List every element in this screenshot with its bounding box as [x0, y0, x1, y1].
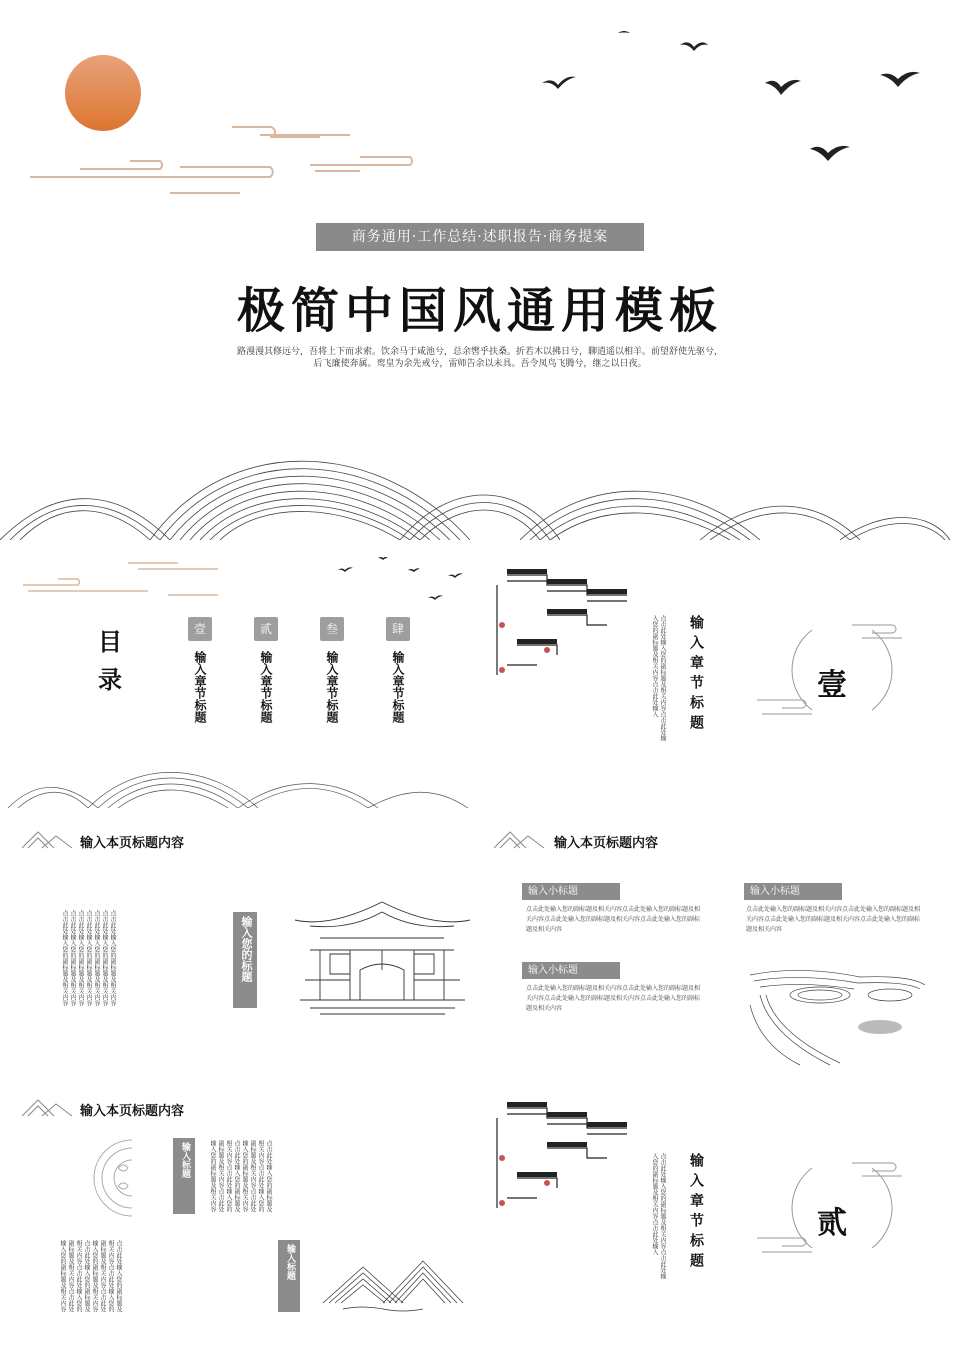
- toc-item-label: 输入章节标题: [193, 651, 207, 723]
- cover-title: 极简中国风通用模板: [236, 283, 723, 339]
- body-text-top: 点击此处输入您的副标题及相关内容点击此处输入您的副标题及相关内容点击此处输入您的副标题及相关内容点击此处输入您的副标题及相关内容点击此处输入您的副标题及相关内容点击此处输入您的副标题及相关内容: [209, 1140, 272, 1212]
- mountain-lines-illustration: [0, 440, 960, 540]
- mountain-icon: [22, 828, 74, 850]
- content-slide-subheads: [482, 810, 952, 1072]
- subhead-1-text: 点击此处输入您的副标题及相关内容点击此处输入您的副标题及相关内容点击此处输入您的副标题及相关内容点击此处输入您的副标题及相关内容: [526, 906, 701, 933]
- label-box-1: [173, 1138, 195, 1214]
- body-text-column: 点击此处输入您的副标题及相关内容点击此处输入您的副标题及相关内容点击此处输入您的副标题及相关内容点击此处输入您的副标题及相关内容点击此处输入您的副标题及相关内容点击此处输入您的副标题及相关内容点击此处输入您的副标题及相关内容: [61, 910, 116, 1006]
- round-pattern-illustration: [88, 1138, 148, 1218]
- birds-illustration: [328, 550, 478, 600]
- architecture-wall-illustration: [487, 555, 637, 685]
- page-heading: 输入本页标题内容: [80, 1104, 185, 1119]
- body-text-bottom: 点击此处输入您的副标题及相关内容点击此处输入您的副标题及相关内容点击此处输入您的副标题及相关内容点击此处输入您的副标题及相关内容点击此处输入您的副标题及相关内容点击此处输入您的副标题及相关内容: [59, 1240, 122, 1312]
- toc-slide: [8, 540, 478, 808]
- subhead-3-text: 点击此处输入您的副标题及相关内容点击此处输入您的副标题及相关内容点击此处输入您的副标题及相关内容点击此处输入您的副标题及相关内容: [526, 985, 701, 1012]
- label-2: 输入标题: [285, 1244, 295, 1280]
- toc-badge: 叁: [320, 617, 344, 641]
- mountain-icon: [22, 1096, 74, 1118]
- toc-item-label: 输入章节标题: [259, 651, 273, 723]
- section-2-slide: [482, 1078, 952, 1346]
- section-1-numeral: 壹: [817, 668, 847, 703]
- side-label-box: [233, 912, 257, 1008]
- cloud-lines-illustration: [20, 115, 420, 205]
- mountain-lines-illustration: [323, 1253, 473, 1313]
- side-label: 输入您的标题: [240, 916, 253, 982]
- subhead-2-text: 点击此处输入您的副标题及相关内容点击此处输入您的副标题及相关内容点击此处输入您的副标题及相关内容点击此处输入您的副标题及相关内容: [746, 906, 921, 933]
- section-2-title: 输入章节标题: [688, 1153, 704, 1273]
- content-slide-pavilion: [8, 810, 478, 1072]
- label-box-2: [278, 1240, 300, 1312]
- pavilion-illustration: [290, 890, 475, 1015]
- toc-badge: 壹: [188, 617, 212, 641]
- toc-item-4[interactable]: [386, 617, 410, 723]
- section-2-numeral: 贰: [817, 1206, 847, 1241]
- landscape-contour-illustration: [740, 965, 930, 1070]
- page-heading: 输入本页标题内容: [80, 836, 185, 851]
- toc-item-label: 输入章节标题: [391, 651, 405, 723]
- toc-badge: 贰: [254, 617, 278, 641]
- architecture-wall-illustration: [487, 1088, 637, 1218]
- subhead-2: 输入小标题: [744, 883, 842, 900]
- toc-item-1[interactable]: [188, 617, 212, 723]
- mountain-icon: [494, 828, 546, 850]
- section-2-description: 点击此处输入您的副标题及相关内容点击此处输入您的副标题及相关内容点击此处输入: [651, 1153, 666, 1279]
- cover-tagline: 商务通用·工作总结·述职报告·商务提案: [316, 223, 644, 251]
- toc-item-label: 输入章节标题: [325, 651, 339, 723]
- section-1-title: 输入章节标题: [688, 615, 704, 735]
- toc-badge: 肆: [386, 617, 410, 641]
- section-1-slide: [482, 540, 952, 808]
- section-1-description: 点击此处输入您的副标题及相关内容点击此处输入您的副标题及相关内容点击此处输入: [651, 615, 666, 741]
- toc-title-bottom: 录: [98, 665, 122, 694]
- cover-slide: [0, 0, 960, 540]
- toc-item-3[interactable]: [320, 617, 344, 723]
- cover-poem-line-2: 后飞廉使奔属。鸾皇为余先戒兮，雷师告余以未具。吾令凤鸟飞腾兮，继之以日夜。: [313, 359, 647, 369]
- label-1: 输入标题: [180, 1142, 190, 1178]
- subhead-3: 输入小标题: [522, 962, 620, 979]
- toc-item-2[interactable]: [254, 617, 278, 723]
- mountain-lines-illustration: [8, 758, 478, 808]
- cover-poem-line-1: 路漫漫其修远兮，吾将上下而求索。饮余马于咸池兮，总余辔乎扶桑。折若木以拂日兮，聊逍遥以相羊。前望舒使先驱兮，: [236, 347, 723, 357]
- subhead-1: 输入小标题: [522, 883, 620, 900]
- content-slide-pattern: [8, 1078, 478, 1346]
- cloud-lines-illustration: [18, 555, 228, 605]
- birds-illustration: [540, 25, 940, 175]
- page-heading: 输入本页标题内容: [554, 836, 659, 851]
- toc-title-top: 目: [98, 627, 122, 656]
